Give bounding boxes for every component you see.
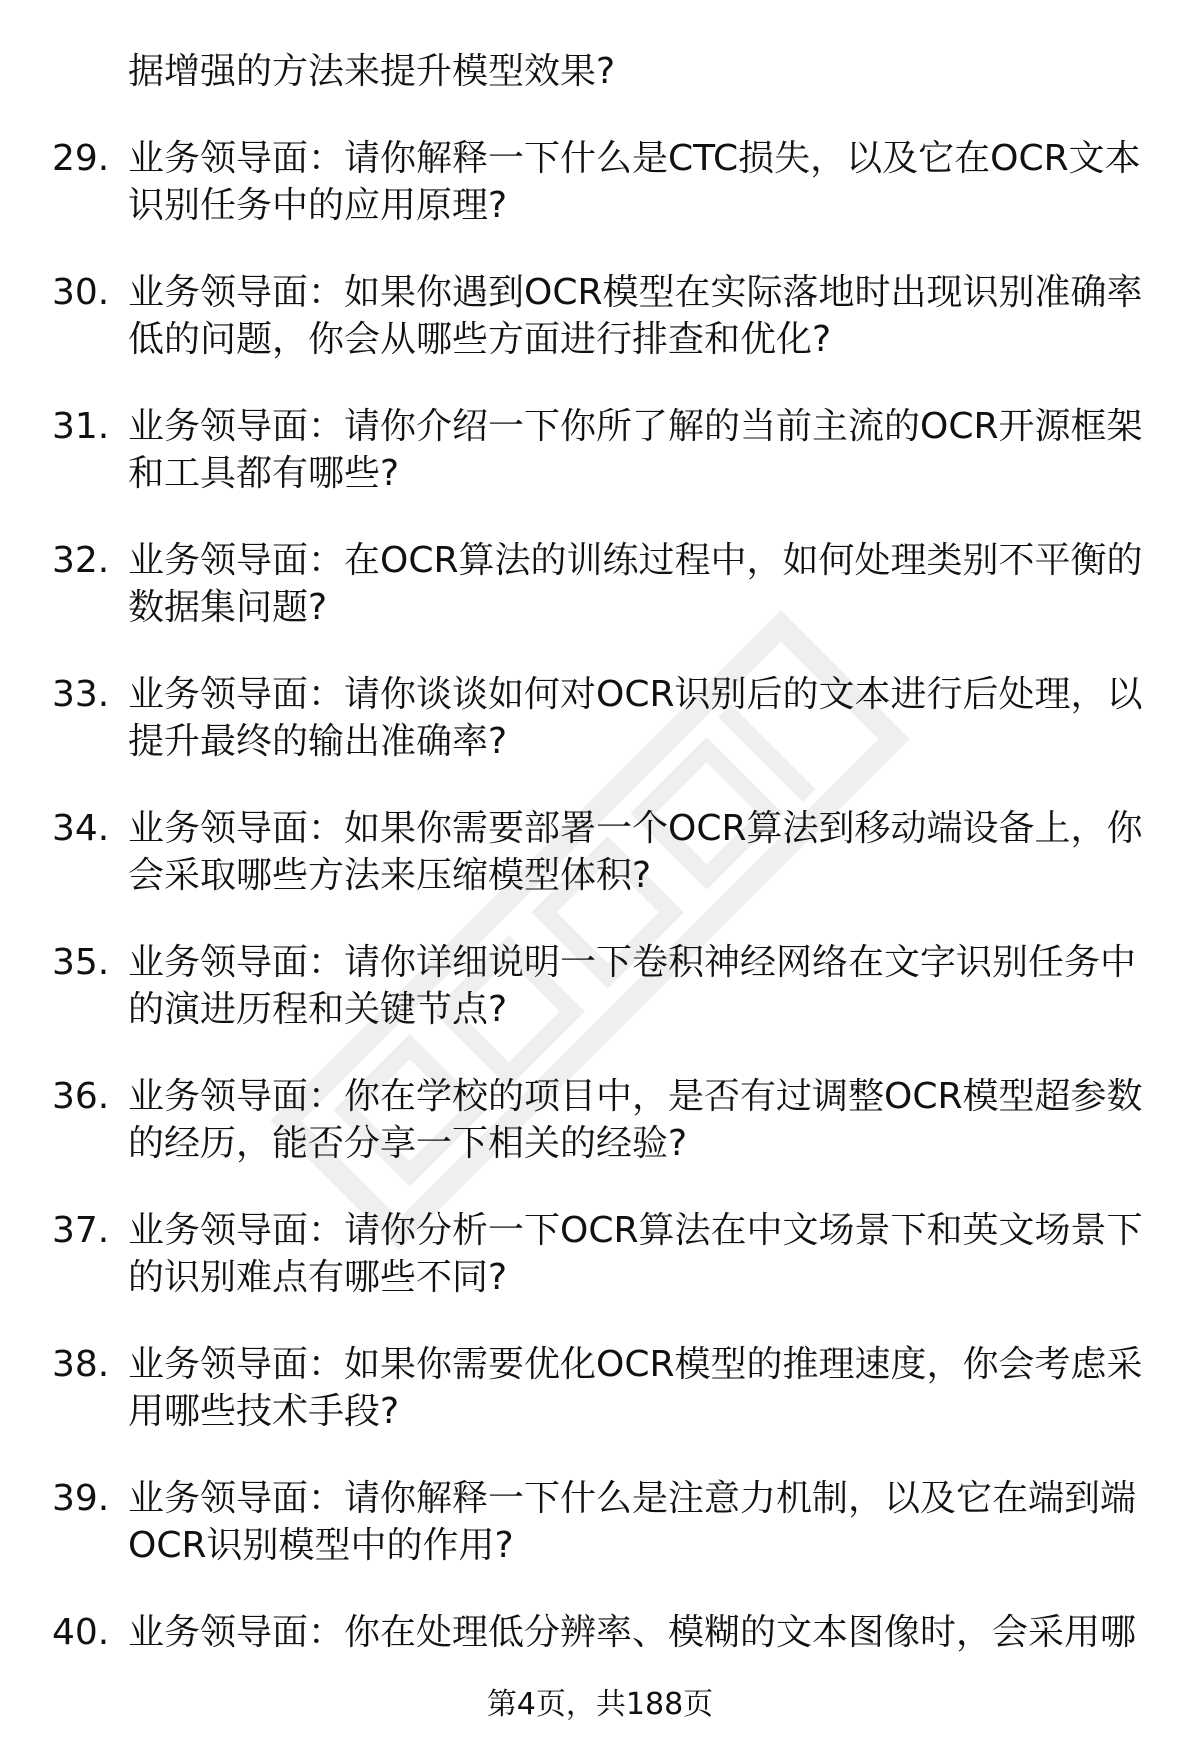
item-number: 39.	[52, 1478, 110, 1519]
item-number: 33.	[52, 674, 110, 715]
item-text: 业务领导面：如果你需要部署一个OCR算法到移动端设备上，你会采取哪些方法来压缩模型体积?	[128, 808, 1143, 896]
item-text: 业务领导面：请你解释一下什么是注意力机制，以及它在端到端OCR识别模型中的作用?	[128, 1478, 1137, 1566]
item-number: 35.	[52, 942, 110, 983]
list-item	[52, 403, 1152, 497]
item-number: 30.	[52, 272, 110, 313]
list-item	[52, 1073, 1152, 1167]
item-text: 业务领导面：请你谈谈如何对OCR识别后的文本进行后处理，以提升最终的输出准确率?	[128, 674, 1143, 762]
item-number: 36.	[52, 1076, 110, 1117]
item-number: 34.	[52, 808, 110, 849]
item-text: 业务领导面：如果你需要优化OCR模型的推理速度，你会考虑采用哪些技术手段?	[128, 1344, 1143, 1432]
item-number: 40.	[52, 1612, 110, 1653]
item-text: 业务领导面：你在处理低分辨率、模糊的文本图像时，会采用哪	[128, 1612, 1137, 1653]
item-text: 业务领导面：请你分析一下OCR算法在中文场景下和英文场景下的识别难点有哪些不同?	[128, 1210, 1143, 1298]
list-item	[52, 1341, 1152, 1435]
item-text: 业务领导面：请你详细说明一下卷积神经网络在文字识别任务中的演进历程和关键节点?	[128, 942, 1137, 1030]
list-item	[52, 671, 1152, 765]
item-number: 32.	[52, 540, 110, 581]
item-number: 38.	[52, 1344, 110, 1385]
item-number: 37.	[52, 1210, 110, 1251]
list-item	[52, 1609, 1152, 1656]
list-item	[52, 805, 1152, 899]
page-footer: 第4页，共188页	[486, 1687, 714, 1722]
item-number: 29.	[52, 138, 110, 179]
item-text: 业务领导面：你在学校的项目中，是否有过调整OCR模型超参数的经历，能否分享一下相关的经验?	[128, 1076, 1143, 1164]
item-text: 业务领导面：如果你遇到OCR模型在实际落地时出现识别准确率低的问题，你会从哪些方面进行排查和优化?	[128, 272, 1143, 360]
list-item	[52, 939, 1152, 1033]
item-number: 31.	[52, 406, 110, 447]
list-item	[52, 269, 1152, 363]
continued-text: 据增强的方法来提升模型效果?	[128, 51, 616, 92]
list-item	[52, 537, 1152, 631]
item-text: 业务领导面：在OCR算法的训练过程中，如何处理类别不平衡的数据集问题?	[128, 540, 1143, 628]
list-item	[52, 1207, 1152, 1301]
item-text: 业务领导面：请你解释一下什么是CTC损失，以及它在OCR文本识别任务中的应用原理?	[128, 138, 1141, 226]
list-item	[52, 1475, 1152, 1569]
item-text: 业务领导面：请你介绍一下你所了解的当前主流的OCR开源框架和工具都有哪些?	[128, 406, 1143, 494]
question-list	[52, 48, 1152, 1696]
list-item	[52, 135, 1152, 229]
